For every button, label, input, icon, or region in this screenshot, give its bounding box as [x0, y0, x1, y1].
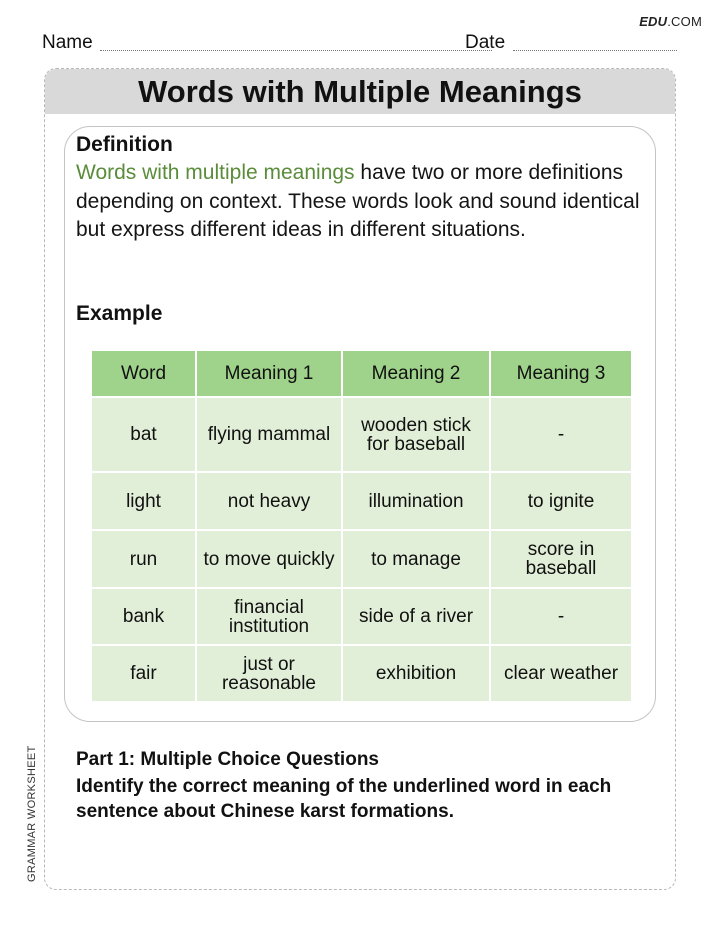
- table-cell: -: [490, 588, 632, 645]
- column-header: Meaning 1: [196, 350, 342, 397]
- name-date-row: [42, 32, 676, 54]
- column-header: Meaning 3: [490, 350, 632, 397]
- table-row: [91, 530, 632, 588]
- table-cell: financial institution: [196, 588, 342, 645]
- date-line: [513, 50, 677, 51]
- title-bar: [45, 69, 675, 114]
- table-cell: not heavy: [196, 472, 342, 530]
- edu-logo: EDU.COM: [639, 14, 702, 29]
- table-header-row: [91, 350, 632, 397]
- table-cell: score in baseball: [490, 530, 632, 588]
- table-cell: -: [490, 397, 632, 472]
- table-cell: to move quickly: [196, 530, 342, 588]
- column-header: Meaning 2: [342, 350, 490, 397]
- name-label: Name: [42, 32, 93, 53]
- table-cell: to manage: [342, 530, 490, 588]
- definition-text: [76, 159, 644, 245]
- definition-term: Words with multiple meanings: [76, 161, 355, 184]
- part1-heading: Part 1: Multiple Choice Questions: [76, 749, 379, 770]
- table-cell: to ignite: [490, 472, 632, 530]
- part1-instructions: Identify the correct meaning of the underlined word in each sentence about Chinese karst formations.: [76, 776, 612, 822]
- table-cell: flying mammal: [196, 397, 342, 472]
- table-cell: wooden stick for baseball: [342, 397, 490, 472]
- table-cell: side of a river: [342, 588, 490, 645]
- table-row: [91, 588, 632, 645]
- table-cell: exhibition: [342, 645, 490, 702]
- table-cell: bank: [91, 588, 196, 645]
- page-title: Words with Multiple Meanings: [138, 73, 582, 109]
- table-cell: fair: [91, 645, 196, 702]
- side-label: GRAMMAR WORKSHEET: [26, 745, 38, 882]
- example-table: [90, 349, 633, 703]
- definition-heading: Definition: [76, 133, 173, 156]
- table-cell: bat: [91, 397, 196, 472]
- table-cell: illumination: [342, 472, 490, 530]
- table-row: [91, 397, 632, 472]
- column-header: Word: [91, 350, 196, 397]
- name-line: [100, 50, 492, 51]
- table-cell: clear weather: [490, 645, 632, 702]
- table-row: [91, 472, 632, 530]
- table-row: [91, 645, 632, 702]
- table-cell: run: [91, 530, 196, 588]
- example-heading: Example: [76, 302, 163, 325]
- table-cell: just or reasonable: [196, 645, 342, 702]
- date-label: Date: [465, 32, 506, 53]
- definition-body: have two or more definitions depending on context. These words look and sound identical but express different ideas in different situations.: [76, 161, 640, 241]
- table-cell: light: [91, 472, 196, 530]
